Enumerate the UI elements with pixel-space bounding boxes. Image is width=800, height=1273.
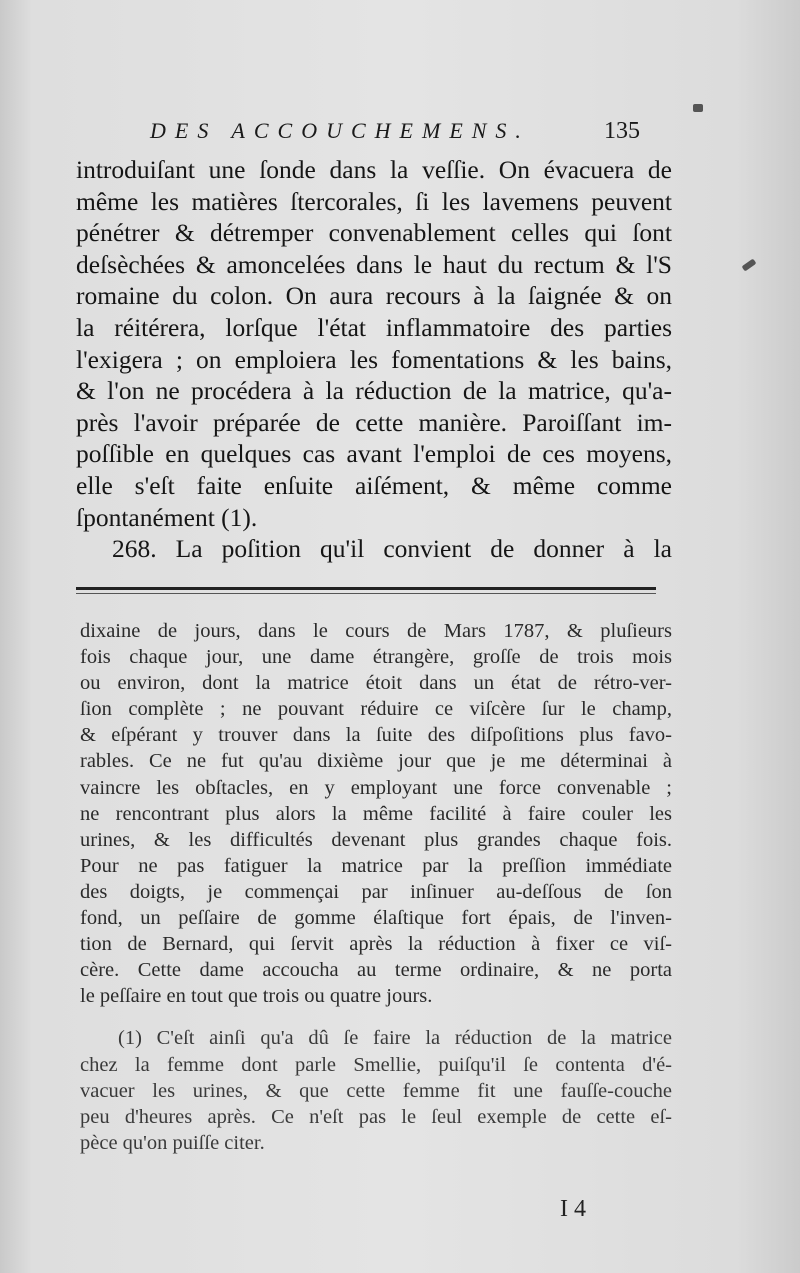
running-title: DES ACCOUCHEMENS. <box>150 118 530 143</box>
note-line: ne rencontrant plus alors la même facilité à faire couler les <box>80 802 672 825</box>
ink-mark <box>742 259 757 272</box>
note-line: tion de Bernard, qui ſervit après la réduction à fixer ce viſ- <box>80 933 672 956</box>
text-line: poſſible en quelques cas avant l'emploi de ces moyens, <box>76 439 672 469</box>
text-line: & l'on ne procédera à la réduction de la matrice, qu'a- <box>76 376 672 406</box>
footnote-line: (1) C'eſt ainſi qu'a dû ſe faire la réduction de la matrice <box>118 1027 672 1050</box>
text-line: la réitérera, lorſque l'état inflammatoire des parties <box>76 312 672 342</box>
note-line: le peſſaire en tout que trois ou quatre jours. <box>80 985 433 1008</box>
text-line: romaine du colon. On aura recours à la ſaignée & on <box>76 281 672 311</box>
note-line: fois chaque jour, une dame étrangère, groſſe de trois mois <box>80 646 672 669</box>
note-line: & eſpérant y trouver dans la ſuite des diſpoſitions plus favo- <box>80 724 672 747</box>
footnote-line: vacuer les urines, & que cette femme fit une fauſſe-couche <box>80 1079 672 1102</box>
text-line: ſpontanément (1). <box>76 502 258 532</box>
note-line: ſion complète ; ne pouvant réduire ce viſcère ſur le champ, <box>80 698 672 721</box>
text-line: pénétrer & détremper convenablement celles qui ſont <box>76 218 672 248</box>
text-line: même les matières ſtercorales, ſi les lavemens peuvent <box>76 186 672 216</box>
page-number: 135 <box>604 118 640 144</box>
footnote-line: pèce qu'on puiſſe citer. <box>80 1131 265 1154</box>
text-line: deſsèchées & amoncelées dans le haut du rectum & l'S <box>76 249 672 279</box>
note-line: des doigts, je commençai par inſinuer au-deſſous de ſon <box>80 880 672 903</box>
note-line: rables. Ce ne fut qu'au dixième jour que je me déterminai à <box>80 750 672 773</box>
note-gap <box>80 1009 672 1025</box>
note-line: ou environ, dont la matrice étoit dans un état de rétro-ver- <box>80 672 672 695</box>
note-line: Pour ne pas fatiguer la matrice par la preſſion immédiate <box>80 854 672 877</box>
signature-mark: I 4 <box>560 1196 586 1222</box>
note-line: cère. Cette dame accoucha au terme ordinaire, & ne porta <box>80 959 672 982</box>
note-line: vaincre les obſtacles, en y employant une force convenable ; <box>80 776 672 799</box>
note-line: urines, & les difficultés devenant plus grandes chaque fois. <box>80 828 672 851</box>
note-line: fond, un peſſaire de gomme élaſtique fort épais, de l'inven- <box>80 907 672 930</box>
section-line: 268. La poſition qu'il convient de donner à la <box>112 534 672 564</box>
notes-section <box>80 618 672 1156</box>
text-line: elle s'eſt faite enſuite aiſément, & même comme <box>76 470 672 500</box>
note-separator-thin-rule <box>76 593 656 594</box>
footnote-line: peu d'heures après. Ce n'eſt pas le ſeul exemple de cette eſ- <box>80 1105 672 1128</box>
text-line: introduiſant une ſonde dans la veſſie. On évacuera de <box>76 155 672 184</box>
ink-blot <box>693 104 703 112</box>
note-separator-rule <box>76 587 656 590</box>
text-line: l'exigera ; on emploiera les fomentations & les bains, <box>76 344 672 374</box>
footnote-line: chez la femme dont parle Smellie, puiſqu'il ſe contenta d'é- <box>80 1053 672 1076</box>
text-line: près l'avoir préparée de cette manière. Paroiſſant im- <box>76 407 672 437</box>
main-text <box>76 154 672 565</box>
note-line: dixaine de jours, dans le cours de Mars 1787, & pluſieurs <box>80 620 672 642</box>
